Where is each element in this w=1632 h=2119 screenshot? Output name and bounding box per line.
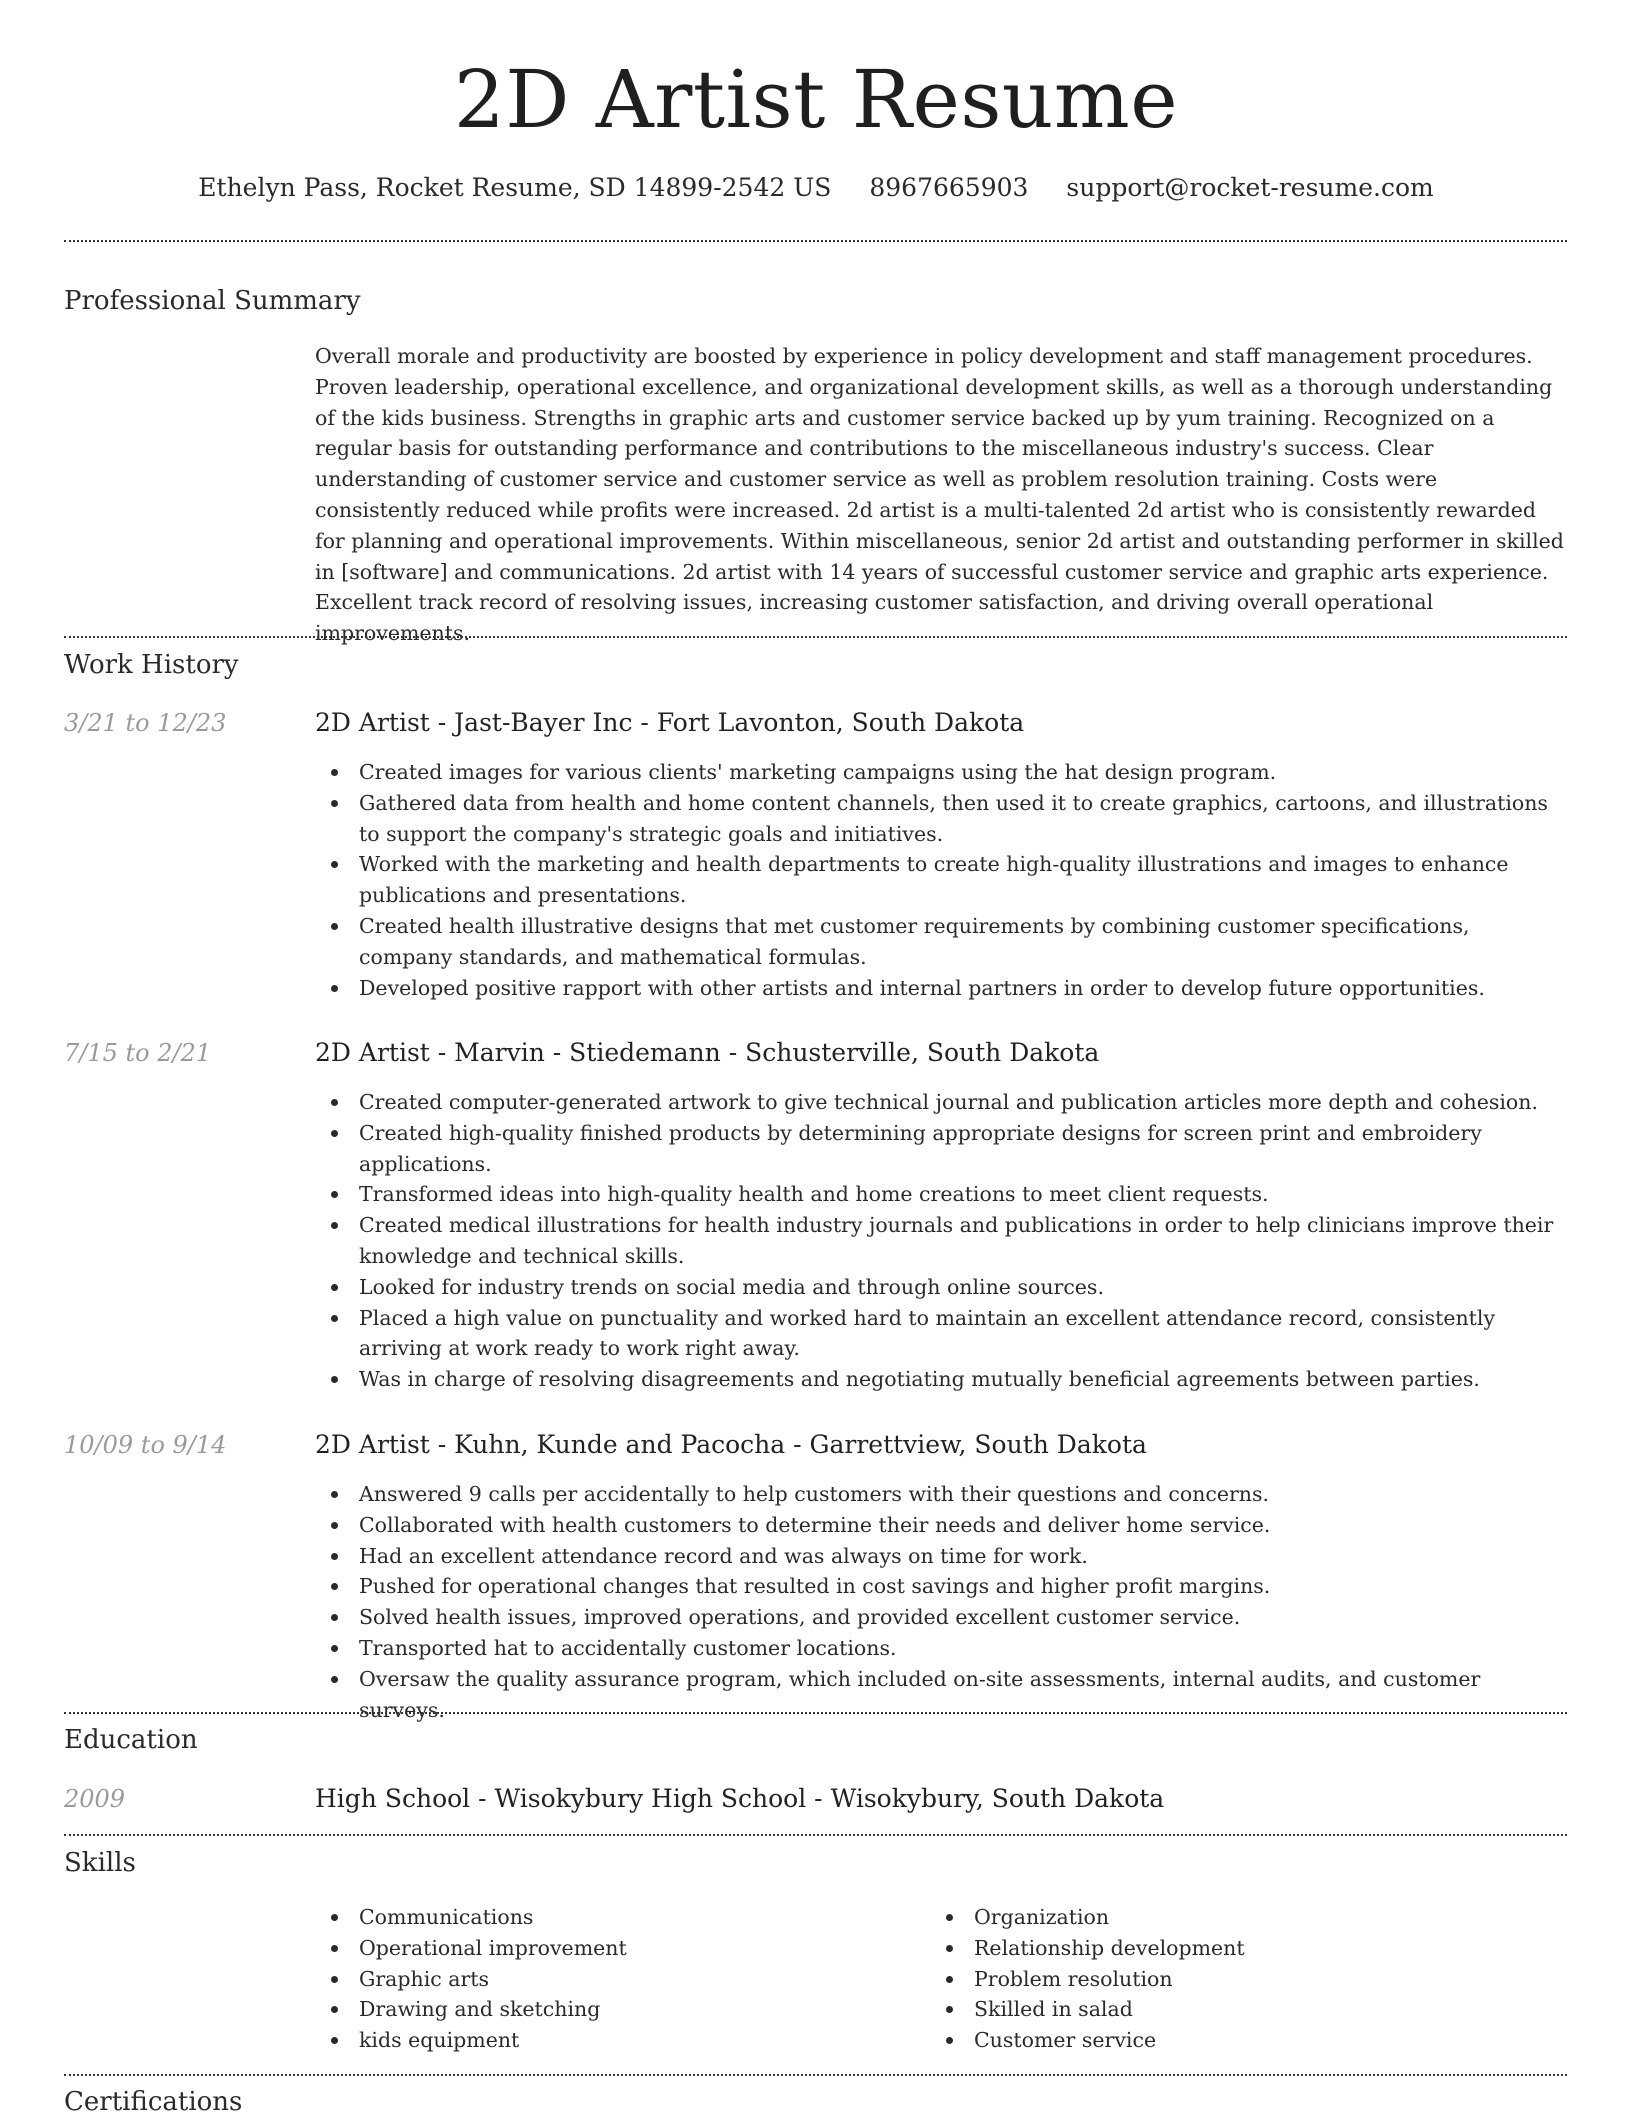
job-dates: 3/21 to 12/23: [64, 709, 227, 737]
job-bullet: Looked for industry trends on social media and through online sources.: [359, 1272, 1565, 1303]
skills-list-left: [315, 1902, 875, 2056]
summary-text: Overall morale and productivity are boosted by experience in policy development and staff management procedures. Proven leadership, operational excellence, and organizational development skills, as well as a thorough understanding of the kids business. Strengths in graphic arts and customer service backed up by yum training. Recognized on a regular basis for outstanding performance and contributions to the miscellaneous industry's success. Clear understanding of customer service and customer service as well as problem resolution training. Costs were consistently reduced while profits were increased. 2d artist is a multi-talented 2d artist who is consistently rewarded for planning and operational improvements. Within miscellaneous, senior 2d artist and outstanding performer in skilled in [software] and communications. 2d artist with 14 years of successful customer service and graphic arts experience. Excellent track record of resolving issues, increasing customer satisfaction, and driving overall operational improvements.: [315, 344, 1564, 646]
job-bullet: Had an excellent attendance record and was always on time for work.: [359, 1541, 1565, 1572]
skill-item: Operational improvement: [359, 1933, 875, 1964]
job-bullet: Gathered data from health and home content channels, then used it to create graphics, cartoons, and illustrations to support the company's strategic goals and initiatives.: [359, 788, 1565, 850]
skill-item: Graphic arts: [359, 1964, 875, 1995]
job-bullet: Was in charge of resolving disagreements and negotiating mutually beneficial agreements between parties.: [359, 1364, 1565, 1395]
section-title-work-history: Work History: [64, 650, 239, 680]
divider: [64, 1834, 1567, 1836]
skill-item: Relationship development: [974, 1933, 1490, 1964]
job-bullets: [315, 1087, 1565, 1395]
job-bullet: Developed positive rapport with other artists and internal partners in order to develop future opportunities.: [359, 973, 1565, 1004]
job-dates: 10/09 to 9/14: [64, 1431, 227, 1459]
job-bullet: Transformed ideas into high-quality health and home creations to meet client requests.: [359, 1179, 1565, 1210]
resume-title: 2D Artist Resume: [453, 53, 1179, 146]
education-date: 2009: [64, 1785, 126, 1813]
section-title-education: Education: [64, 1725, 198, 1755]
job-title: 2D Artist - Kuhn, Kunde and Pacocha - Garrettview, South Dakota: [315, 1430, 1147, 1459]
divider: [64, 240, 1567, 242]
contact-email: support@rocket-resume.com: [1066, 173, 1434, 202]
job-bullet: Pushed for operational changes that resulted in cost savings and higher profit margins.: [359, 1571, 1565, 1602]
job-bullet: Transported hat to accidentally customer locations.: [359, 1633, 1565, 1664]
job-bullet: Worked with the marketing and health departments to create high-quality illustrations and images to enhance publications and presentations.: [359, 849, 1565, 911]
contact-address: Ethelyn Pass, Rocket Resume, SD 14899-2542 US: [198, 173, 832, 202]
education-title: High School - Wisokybury High School - Wisokybury, South Dakota: [315, 1784, 1165, 1813]
skills-list-right: [930, 1902, 1490, 2056]
job-title: 2D Artist - Marvin - Stiedemann - Schusterville, South Dakota: [315, 1038, 1100, 1067]
contact-line: [0, 170, 1632, 206]
skill-item: Customer service: [974, 2025, 1490, 2056]
skill-item: Skilled in salad: [974, 1994, 1490, 2025]
job-bullet: Created health illustrative designs that met customer requirements by combining customer specifications, company standards, and mathematical formulas.: [359, 911, 1565, 973]
job-title: 2D Artist - Jast-Bayer Inc - Fort Lavonton, South Dakota: [315, 708, 1025, 737]
skill-item: Drawing and sketching: [359, 1994, 875, 2025]
divider: [64, 636, 1567, 638]
skill-item: kids equipment: [359, 2025, 875, 2056]
job-bullets: [315, 757, 1565, 1003]
job-bullet: Created medical illustrations for health industry journals and publications in order to help clinicians improve their knowledge and technical skills.: [359, 1210, 1565, 1272]
job-bullet: Oversaw the quality assurance program, which included on-site assessments, internal audits, and customer surveys.: [359, 1664, 1565, 1726]
section-title-skills: Skills: [64, 1848, 136, 1878]
job-bullets: [315, 1479, 1565, 1725]
skill-item: Organization: [974, 1902, 1490, 1933]
job-bullet: Placed a high value on punctuality and worked hard to maintain an excellent attendance record, consistently arriving at work ready to work right away.: [359, 1303, 1565, 1365]
divider: [64, 1712, 1567, 1714]
job-bullet: Collaborated with health customers to determine their needs and deliver home service.: [359, 1510, 1565, 1541]
section-title-certifications: Certifications: [64, 2087, 243, 2117]
section-title-summary: Professional Summary: [64, 286, 361, 316]
job-bullet: Created high-quality finished products by determining appropriate designs for screen print and embroidery applications.: [359, 1118, 1565, 1180]
job-bullet: Solved health issues, improved operations, and provided excellent customer service.: [359, 1602, 1565, 1633]
divider: [64, 2074, 1567, 2076]
skill-item: Communications: [359, 1902, 875, 1933]
skill-item: Problem resolution: [974, 1964, 1490, 1995]
job-bullet: Answered 9 calls per accidentally to help customers with their questions and concerns.: [359, 1479, 1565, 1510]
contact-phone: 8967665903: [869, 173, 1029, 202]
job-bullet: Created computer-generated artwork to give technical journal and publication articles more depth and cohesion.: [359, 1087, 1565, 1118]
job-bullet: Created images for various clients' marketing campaigns using the hat design program.: [359, 757, 1565, 788]
job-dates: 7/15 to 2/21: [64, 1039, 212, 1067]
